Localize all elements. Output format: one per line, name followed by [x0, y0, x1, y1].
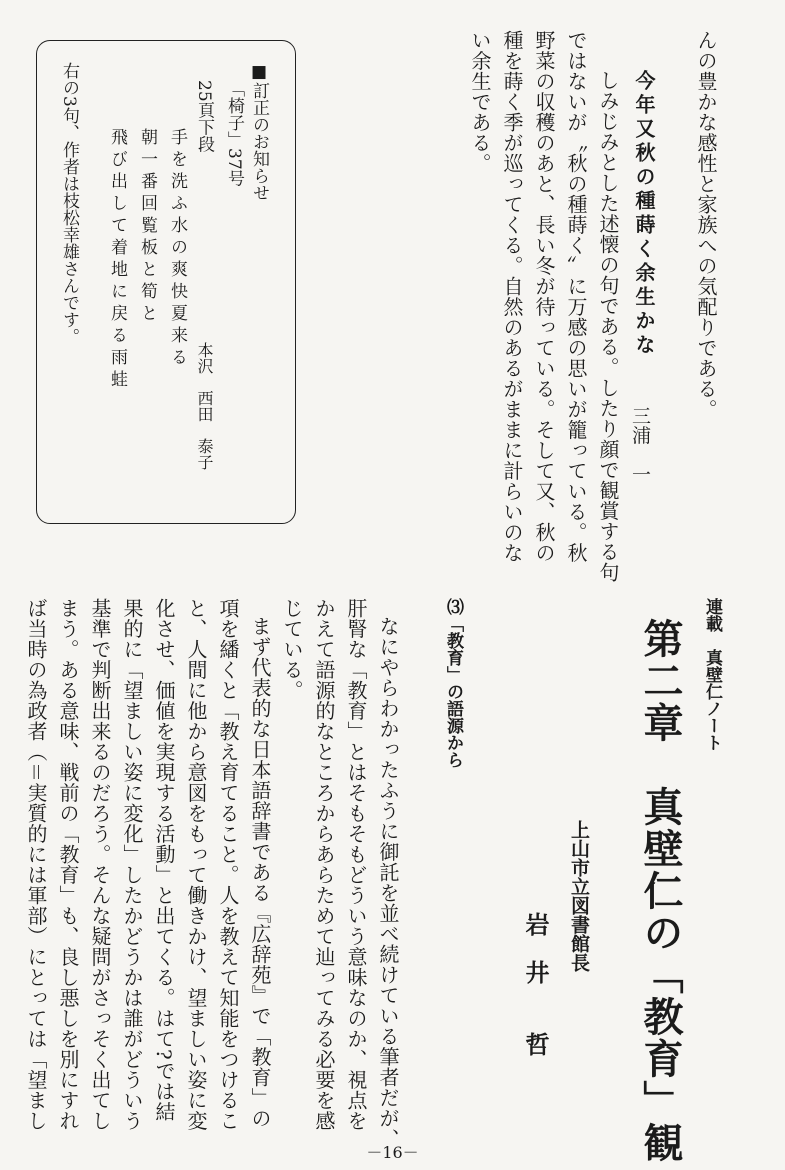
notice-title: ■訂正のお知らせ — [249, 62, 269, 201]
haiku: 今年又秋の種蒔く余生かな — [632, 70, 656, 358]
author-affiliation: 上山市立図書館長 — [568, 820, 590, 972]
chapter-title: 第二章 真壁仁の「教育」観 — [637, 618, 683, 1164]
page-number: －16－ — [366, 1143, 419, 1162]
text-line: 野菜の収穫のあと、長い冬が待っている。そして又、秋の — [532, 30, 556, 563]
text-line: じている。 — [280, 598, 304, 701]
text-line: ば当時の為政者（＝実質的には軍部）にとっては「望まし — [24, 598, 48, 1131]
text-line: なにやらわかったふうに御託を並べ続けている筆者だが、 — [376, 616, 400, 1149]
text-line: まず代表的な日本語辞書である『広辞苑』で「教育」の — [248, 616, 272, 1129]
haiku-author: 三浦 一 — [629, 406, 651, 484]
notice-haiku: 朝一番回覧板と筍と — [137, 128, 157, 326]
text-line: 果的に「望ましい姿に変化」したかどうかは誰がどういう — [120, 598, 144, 1131]
author-name: 岩 井 哲 — [521, 912, 549, 1056]
text-line: 項を繙くと「教え育てること。人を教えて知能をつけるこ — [216, 598, 240, 1131]
text-line: ではないが〝秋の種蒔く〟に万感の思いが籠っている。秋 — [564, 30, 588, 563]
text-line: 基準で判断出来るのだろう。そんな疑問がさっそく出てし — [88, 598, 112, 1131]
text-line: まう。ある意味、戦前の「教育」も、良し悪しを別にすれ — [56, 598, 80, 1131]
text-line: しみじみとした述懐の句である。したり顔で観賞する句 — [596, 70, 620, 583]
text-line: 肝腎な「教育」とはそもそもどういう意味なのか、視点を — [344, 598, 368, 1131]
notice-reference-page: 25頁下段 — [194, 80, 214, 153]
notice-haiku-author: 本沢 西田 泰子 — [195, 342, 214, 470]
text-line: 種を蒔く季が巡ってくる。自然のあるがままに計らいのな — [500, 30, 524, 563]
notice-haiku: 手を洗ふ水の爽快夏来る — [167, 128, 187, 370]
notice-reference: 「椅子」37号 — [224, 80, 244, 187]
text-line: と、人間に他から意図をもって働きかけ、望ましい姿に変 — [184, 598, 208, 1131]
text-line: い余生である。 — [468, 30, 492, 174]
series-label: 連載 真壁仁ノート — [702, 598, 722, 751]
text-line: んの豊かな感性と家族への気配りである。 — [694, 30, 718, 420]
text-line: かえて語源的なところからあらためて辿ってみる必要を感 — [312, 598, 336, 1131]
notice-note: 右の3句、作者は枝松幸雄さんです。 — [59, 62, 79, 345]
notice-haiku: 飛び出して着地に戻る雨蛙 — [107, 128, 127, 392]
text-line: 化させ、価値を実現する活動」と出てくる。はて?では結 — [152, 598, 176, 1122]
section-heading: ⑶「教育」の語源から — [443, 598, 463, 768]
